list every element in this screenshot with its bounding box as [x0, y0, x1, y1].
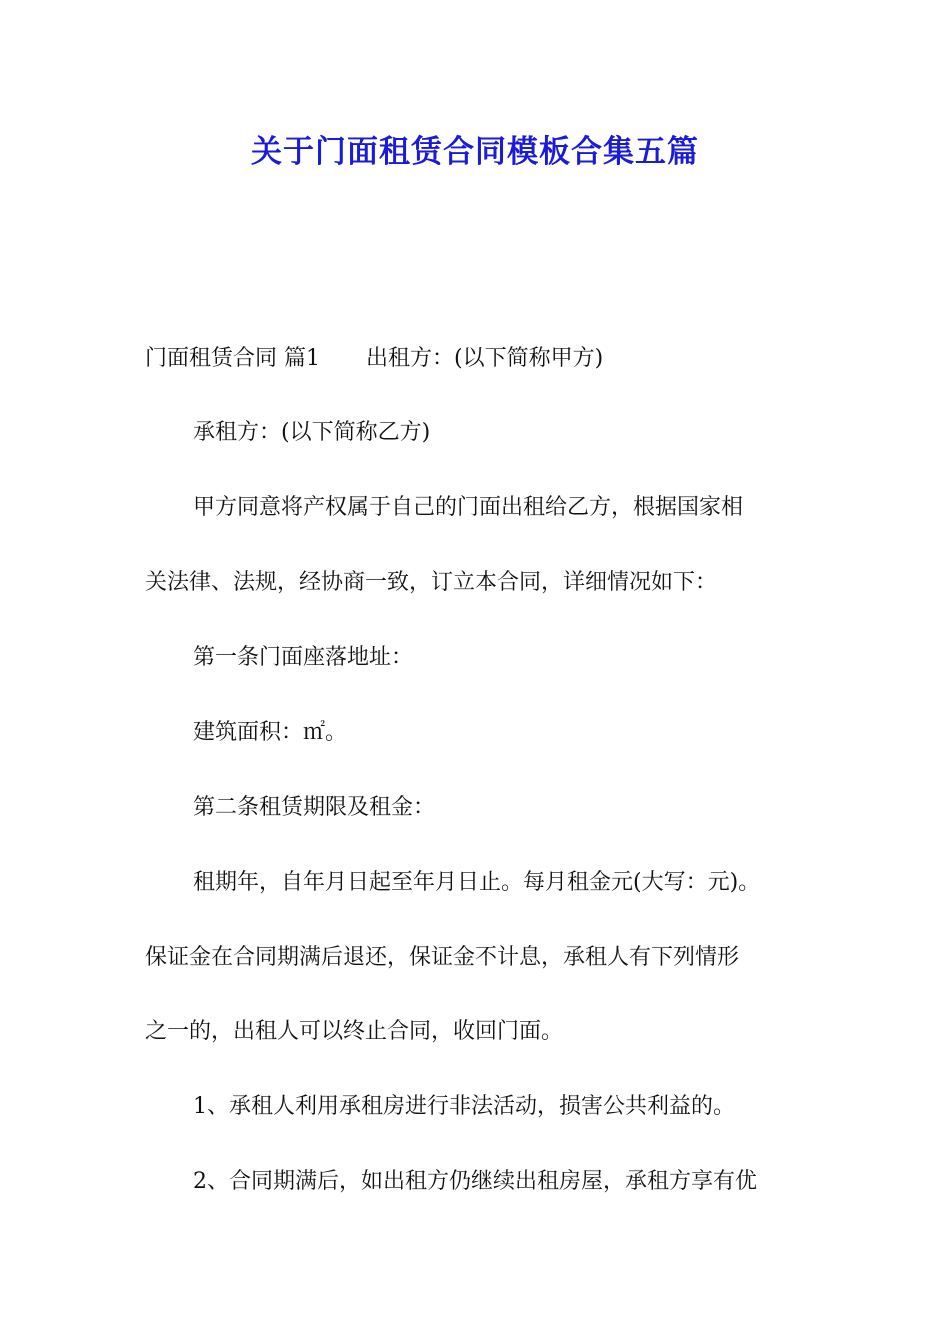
- lessor-label: 出租方：(以下简称甲方): [366, 346, 604, 371]
- lessee-label: 承租方：(以下简称乙方): [193, 420, 431, 445]
- section-heading-line: [145, 344, 603, 374]
- list-item: 2、合同期满后，如出租方仍继续出租房屋，承租方享有优: [193, 1169, 757, 1194]
- document-title: 关于门面租赁合同模板合集五篇: [251, 134, 699, 170]
- paragraph-line: 租期年，自年月日起至年月日止。每月租金元(大写：元)。: [193, 870, 761, 895]
- paragraph-line: 之一的，出租人可以终止合同，收回门面。: [145, 1019, 564, 1044]
- floor-area-line: 建筑面积：㎡。: [193, 720, 348, 745]
- paragraph-line: 关法律、法规，经协商一致，订立本合同，详细情况如下：: [145, 570, 718, 595]
- list-item: 1、承租人利用承租房进行非法活动，损害公共利益的。: [193, 1094, 735, 1119]
- article-1-heading: 第一条门面座落地址：: [193, 645, 414, 670]
- paragraph-line: 甲方同意将产权属于自己的门面出租给乙方，根据国家相: [193, 495, 744, 520]
- section-heading: 门面租赁合同 篇1: [145, 346, 320, 371]
- article-2-heading: 第二条租赁期限及租金：: [193, 795, 436, 820]
- paragraph-line: 保证金在合同期满后退还，保证金不计息，承租人有下列情形: [145, 945, 740, 970]
